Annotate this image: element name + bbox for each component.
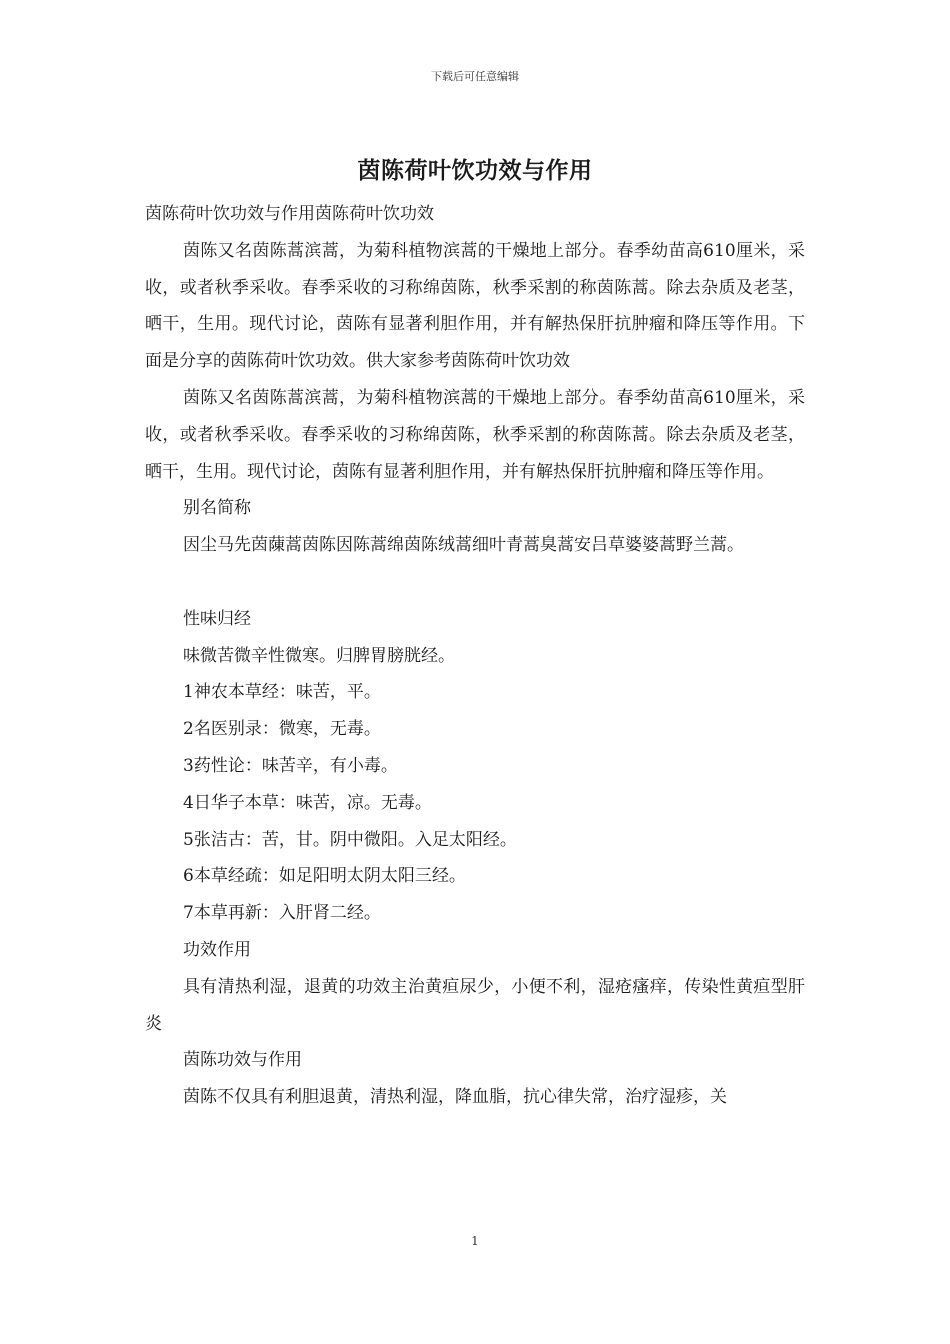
blank-line: [145, 564, 805, 601]
document-body: [145, 196, 805, 1116]
source-item: 1神农本草经：味苦，平。: [183, 682, 381, 703]
alias-text: 因尘马先茵蔯蒿茵陈因陈蒿绵茵陈绒蒿细叶青蒿臭蒿安吕草婆婆蒿野兰蒿。: [183, 535, 744, 556]
intro-paragraph: 茵陈又名茵陈蒿滨蒿，为菊科植物滨蒿的干燥地上部分。春季幼苗高610厘米，采收，或者秋季采收。春季采收的习称绵茵陈，秋季采割的称茵陈蒿。除去杂质及老茎，晒干，生用。现代讨论，茵陈有显著利胆作用，并有解热保肝抗肿瘤和降压等作用。下面是分享的茵陈荷叶饮功效。供大家参考茵陈荷叶饮功效: [145, 240, 805, 372]
alias-heading: 别名简称: [183, 498, 251, 519]
function-heading: 茵陈功效与作用: [183, 1050, 302, 1071]
document-title: 茵陈荷叶饮功效与作用: [357, 157, 593, 184]
function-text: 茵陈不仅具有利胆退黄，清热利湿，降血脂，抗心律失常，治疗湿疹，关: [183, 1087, 727, 1108]
nature-text: 味微苦微辛性微寒。归脾胃膀胱经。: [183, 645, 455, 666]
page-header-note: 下载后可任意编辑: [431, 70, 519, 83]
source-item: 5张洁古：苦，甘。阴中微阳。入足太阳经。: [183, 829, 517, 850]
nature-heading: 性味归经: [183, 608, 251, 629]
source-item: 3药性论：味苦辛，有小毒。: [183, 755, 398, 776]
source-item: 2名医别录：微寒，无毒。: [183, 719, 381, 740]
effect-text: 具有清热利湿，退黄的功效主治黄疸尿少，小便不利，湿疮瘙痒，传染性黄疸型肝炎: [145, 976, 805, 1034]
page-number: 1: [471, 1234, 479, 1248]
source-item: 7本草再新：入肝肾二经。: [183, 903, 381, 924]
subtitle-line: 茵陈荷叶饮功效与作用茵陈荷叶饮功效: [145, 204, 434, 224]
source-item: 4日华子本草：味苦，凉。无毒。: [183, 792, 432, 813]
effect-heading: 功效作用: [183, 939, 251, 960]
source-item: 6本草经疏：如足阳明太阴太阳三经。: [183, 866, 466, 887]
repeat-paragraph: 茵陈又名茵陈蒿滨蒿，为菊科植物滨蒿的干燥地上部分。春季幼苗高610厘米，采收，或者秋季采收。春季采收的习称绵茵陈，秋季采割的称茵陈蒿。除去杂质及老茎，晒干，生用。现代讨论，茵陈有显著利胆作用，并有解热保肝抗肿瘤和降压等作用。: [145, 387, 805, 482]
